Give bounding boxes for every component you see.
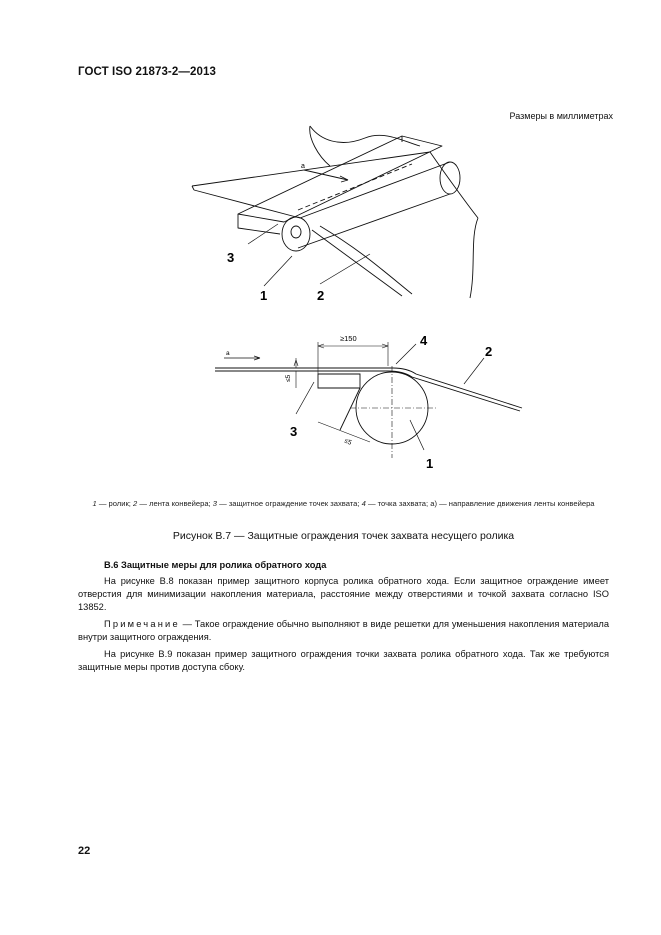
- page-number: 22: [78, 845, 91, 857]
- figure-isometric: [180, 118, 480, 308]
- guard-box: [238, 136, 442, 222]
- dim-width-label: ≥150: [340, 334, 357, 343]
- dim-gap-slanted-label: ≤5: [343, 437, 353, 447]
- dim-gap-vertical-label: ≤5: [285, 374, 292, 382]
- label-2: 2: [317, 288, 325, 303]
- legend-text-1: — ролик;: [96, 499, 134, 508]
- figure-side-view: [210, 330, 530, 475]
- label-3: 3: [227, 250, 235, 265]
- legend-num-3: 3: [212, 499, 217, 508]
- label-1: 1: [426, 456, 434, 471]
- guard-section: [318, 374, 360, 388]
- section-title: В.6 Защитные меры для ролика обратного хода: [104, 560, 327, 570]
- figure-legend: [78, 498, 609, 510]
- roller-end: [282, 217, 310, 251]
- legend-text-4: — точка захвата;: [365, 499, 431, 508]
- legend-num-1: 1: [92, 499, 97, 508]
- roller-body: [300, 162, 450, 218]
- paragraph-1: На рисунке В.8 показан пример защитного корпуса ролика обратного хода. Если защитное ограждение имеет отверстия для минимизации накопления материала, расстояние между отверстиями и точкой захвата согласно ISO 13852.: [78, 576, 609, 613]
- note-paragraph: [78, 618, 609, 644]
- label-3: 3: [290, 424, 298, 439]
- document-header: ГОСТ ISO 21873-2—2013: [78, 66, 216, 78]
- note-label: Примечание: [104, 619, 180, 629]
- belt-line: [215, 368, 522, 408]
- arrow-label-a: a: [226, 350, 230, 357]
- legend-text-3: — защитное ограждение точек захвата;: [217, 499, 362, 508]
- belt-lower: [312, 230, 402, 296]
- figure-caption: Рисунок В.7 — Защитные ограждения точек захвата несущего ролика: [172, 530, 515, 542]
- units-note: Размеры в миллиметрах: [509, 111, 613, 121]
- label-1: 1: [260, 288, 268, 303]
- legend-tail: а) — направление движения ленты конвейера: [430, 499, 595, 508]
- arrow-label-a: a: [301, 163, 305, 170]
- paragraph-3: На рисунке В.9 показан пример защитного ограждения точки захвата ролика обратного хода. Так же требуются защитные меры против доступа сбоку.: [78, 649, 609, 673]
- legend-num-4: 4: [361, 499, 366, 508]
- note-text: — Такое ограждение обычно выполняют в виде решетки для уменьшения накопления материала внутри защитного ограждения.: [78, 619, 609, 643]
- legend-num-2: 2: [133, 499, 138, 508]
- legend-text-2: — лента конвейера;: [137, 499, 213, 508]
- label-2: 2: [485, 344, 493, 359]
- label-4: 4: [420, 333, 428, 348]
